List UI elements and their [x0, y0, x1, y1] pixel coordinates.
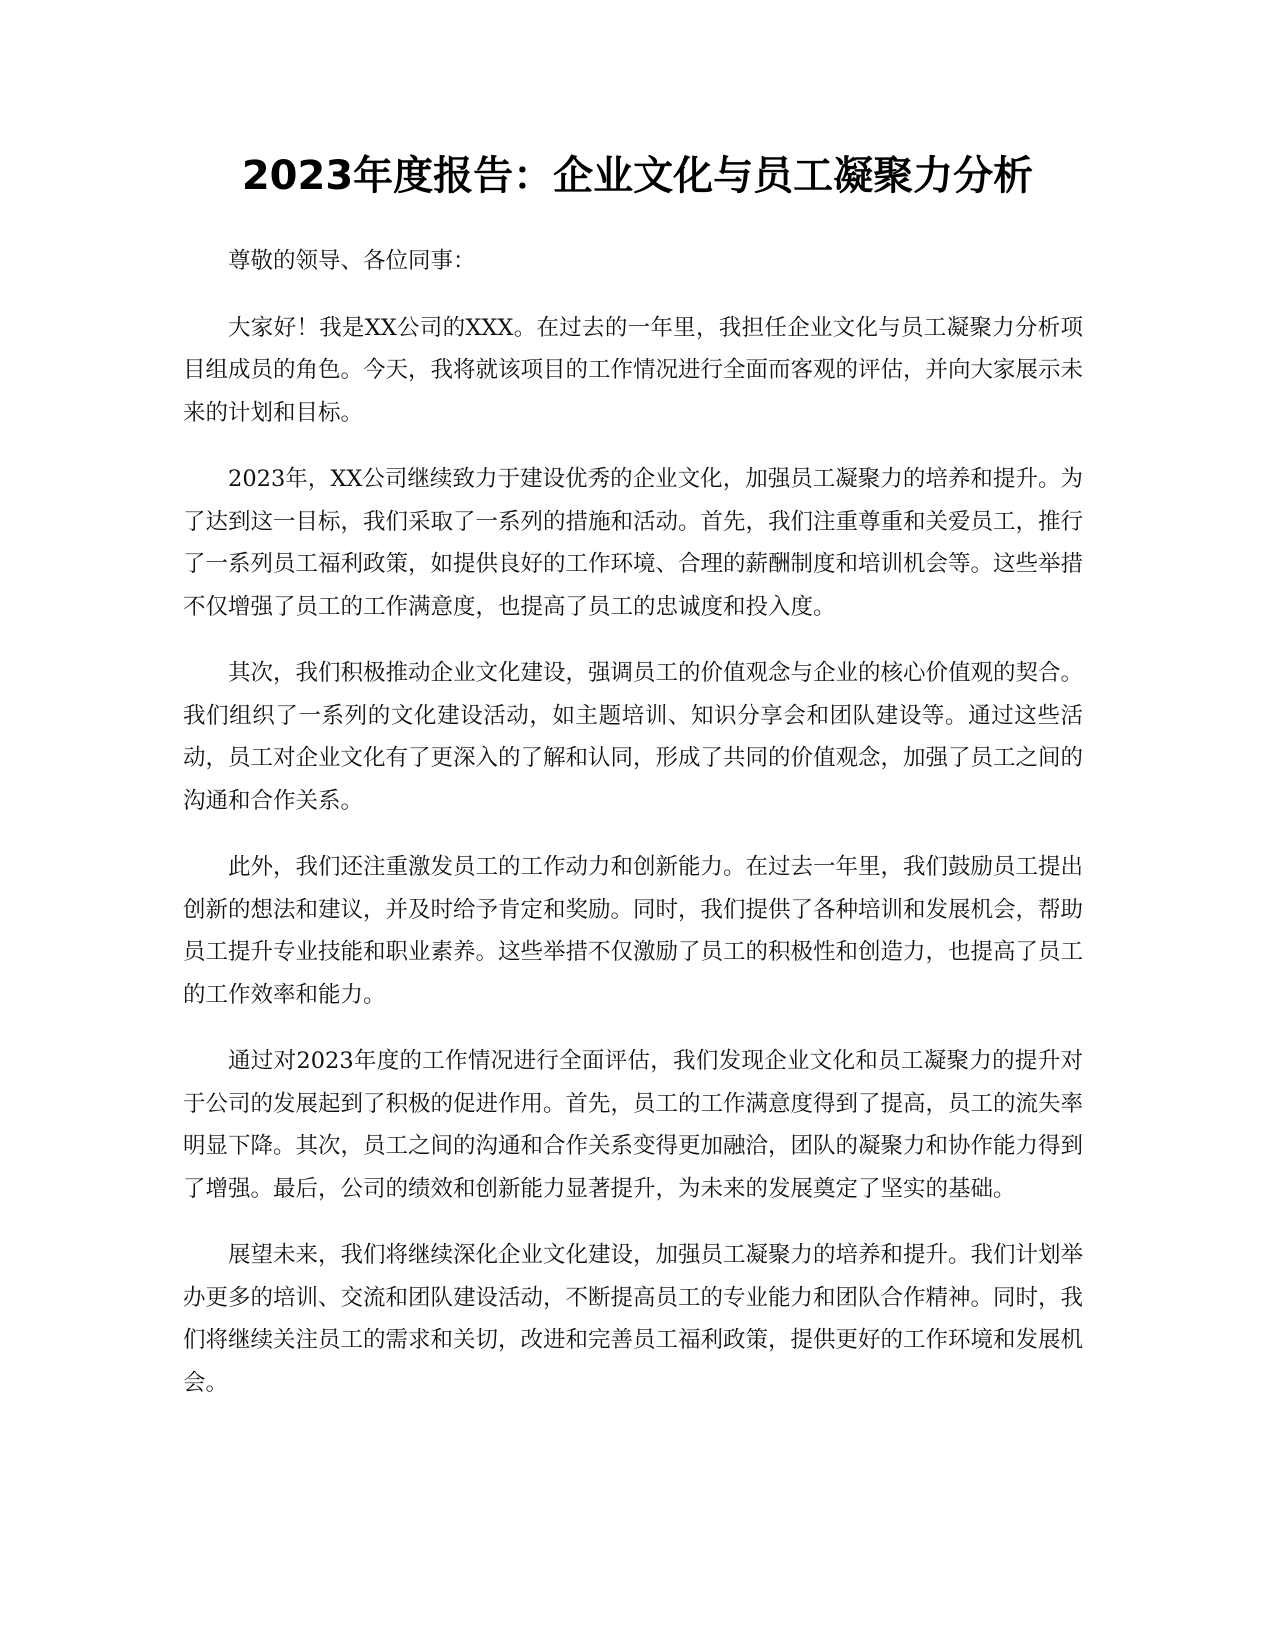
- paragraph-evaluation: 通过对2023年度的工作情况进行全面评估，我们发现企业文化和员工凝聚力的提升对于公司的发展起到了积极的促进作用。首先，员工的工作满意度得到了提高，员工的流失率明显下降。其次，员工之间的沟通和合作关系变得更加融洽，团队的凝聚力和协作能力得到了增强。最后，公司的绩效和创新能力显著提升，为未来的发展奠定了坚实的基础。: [183, 1048, 1084, 1202]
- document-body: [183, 240, 1083, 1428]
- document-title: 2023年度报告：企业文化与员工凝聚力分析: [241, 153, 1034, 199]
- paragraph-employee-care: 2023年，XX公司继续致力于建设优秀的企业文化，加强员工凝聚力的培养和提升。为了达到这一目标，我们采取了一系列的措施和活动。首先，我们注重尊重和关爱员工，推行了一系列员工福利政策，如提供良好的工作环境、合理的薪酬制度和培训机会等。这些举措不仅增强了员工的工作满意度，也提高了员工的忠诚度和投入度。: [183, 466, 1084, 620]
- paragraph-culture-building: 其次，我们积极推动企业文化建设，强调员工的价值观念与企业的核心价值观的契合。我们组织了一系列的文化建设活动，如主题培训、知识分享会和团队建设等。通过这些活动，员工对企业文化有了更深入的了解和认同，形成了共同的价值观念，加强了员工之间的沟通和合作关系。: [183, 660, 1084, 814]
- paragraph-introduction: 大家好！我是XX公司的XXX。在过去的一年里，我担任企业文化与员工凝聚力分析项目组成员的角色。今天，我将就该项目的工作情况进行全面而客观的评估，并向大家展示未来的计划和目标。: [183, 314, 1084, 426]
- paragraph-outlook: 展望未来，我们将继续深化企业文化建设，加强员工凝聚力的培养和提升。我们计划举办更多的培训、交流和团队建设活动，不断提高员工的专业能力和团队合作精神。同时，我们将继续关注员工的需求和关切，改进和完善员工福利政策，提供更好的工作环境和发展机会。: [183, 1242, 1084, 1396]
- paragraph-innovation: 此外，我们还注重激发员工的工作动力和创新能力。在过去一年里，我们鼓励员工提出创新的想法和建议，并及时给予肯定和奖励。同时，我们提供了各种培训和发展机会，帮助员工提升专业技能和职业素养。这些举措不仅激励了员工的积极性和创造力，也提高了员工的工作效率和能力。: [183, 854, 1084, 1008]
- salutation: 尊敬的领导、各位同事：: [228, 248, 476, 274]
